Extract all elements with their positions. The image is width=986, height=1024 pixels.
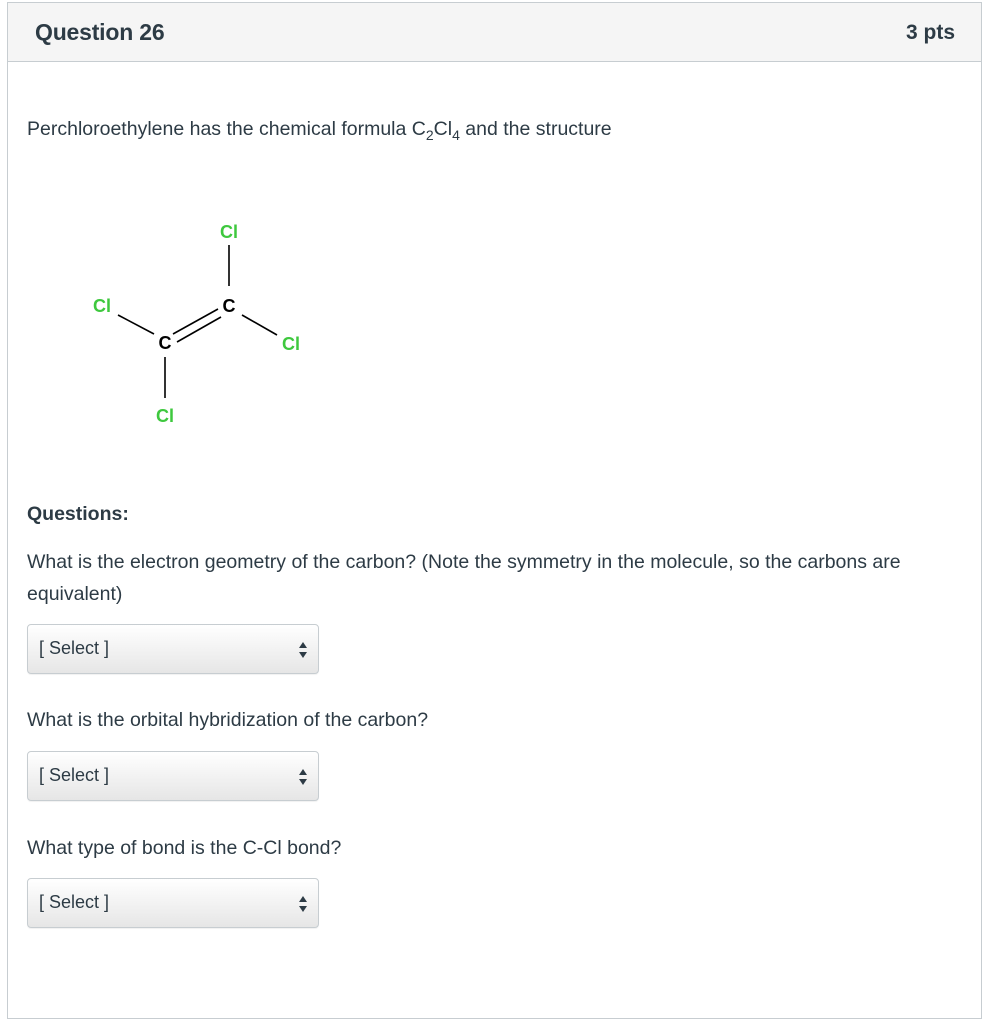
question-2-text: What is the orbital hybridization of the carbon?	[27, 709, 429, 731]
question-title: Question 26	[35, 19, 165, 45]
questions-heading: Questions:	[27, 503, 129, 525]
up-down-arrows-icon	[298, 640, 308, 660]
select-label: [ Select ]	[39, 892, 110, 912]
formula-subscript-2: 2	[425, 127, 434, 143]
intro-mid: Cl	[433, 118, 453, 140]
atom-c-left: C	[158, 333, 172, 353]
bond-cl-c-left	[118, 315, 154, 334]
question-1-text: What is the electron geometry of the carbon? (Note the symmetry in the molecule, so the carbons are equivalent)	[27, 551, 901, 605]
question-header	[8, 3, 981, 62]
bond-double-2	[177, 317, 221, 342]
select-orbital-hybridization[interactable]	[27, 751, 319, 801]
select-bond-type[interactable]	[27, 878, 319, 928]
bond-c-cl-right	[242, 315, 277, 335]
question-3-text: What type of bond is the C-Cl bond?	[27, 837, 342, 859]
select-label: [ Select ]	[39, 765, 110, 785]
up-down-arrows-icon	[298, 767, 308, 787]
bond-double-1	[173, 309, 218, 334]
select-electron-geometry[interactable]	[27, 624, 319, 674]
up-down-arrows-icon	[298, 894, 308, 914]
question-points: 3 pts	[905, 21, 955, 44]
molecule-structure	[70, 210, 330, 440]
atom-c-right: C	[222, 296, 236, 316]
question-intro	[27, 118, 612, 141]
intro-prefix: Perchloroethylene has the chemical formula C	[27, 118, 426, 140]
atom-cl-bottom: Cl	[156, 406, 174, 426]
atom-cl-top: Cl	[220, 222, 238, 242]
question-card	[7, 2, 982, 1019]
atom-cl-right: Cl	[282, 334, 300, 354]
formula-subscript-4: 4	[452, 127, 460, 143]
atom-cl-left: Cl	[93, 296, 111, 316]
select-label: [ Select ]	[39, 638, 110, 658]
intro-suffix: and the structure	[459, 118, 612, 140]
